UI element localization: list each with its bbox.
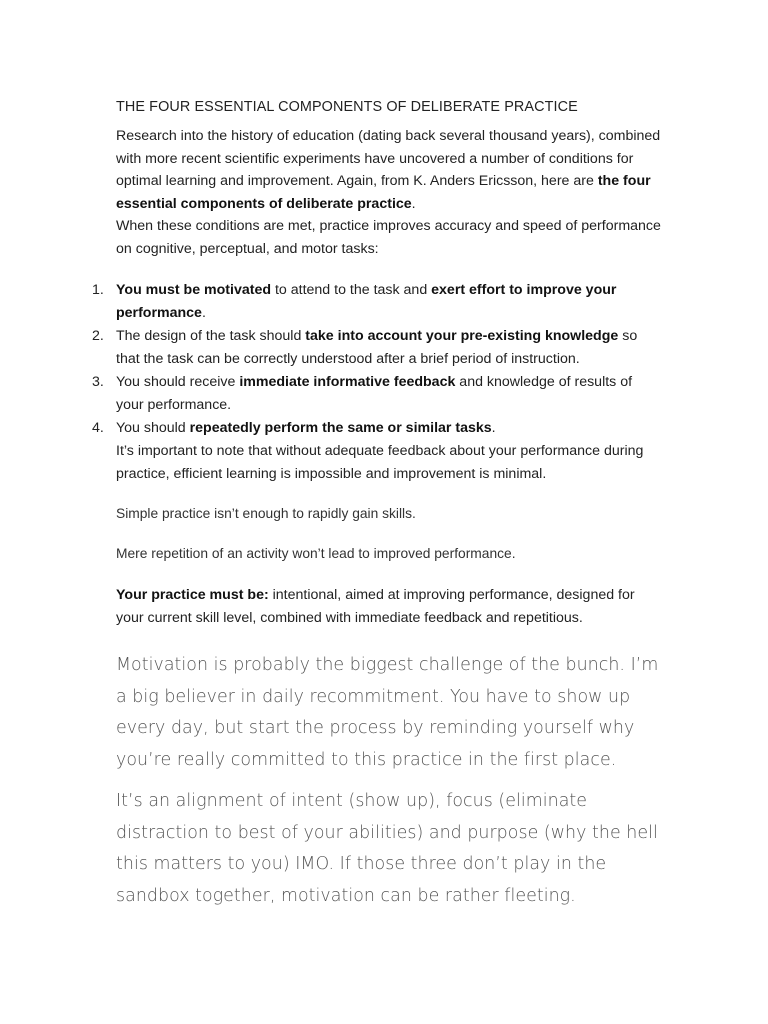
intro-paragraph — [116, 125, 661, 260]
must-bold: Your practice must be: — [116, 587, 269, 603]
document-title: THE FOUR ESSENTIAL COMPONENTS OF DELIBERATE PRACTICE — [116, 99, 578, 115]
item-bold: repeatedly perform the same or similar tasks — [189, 420, 492, 436]
list-number: 1. — [92, 282, 104, 298]
item-text: and knowledge of results of your performance. — [116, 374, 633, 413]
list-number: 2. — [92, 328, 104, 344]
list-item — [92, 417, 661, 440]
item-text: to attend to the task and — [271, 282, 432, 298]
list-item — [92, 371, 661, 417]
motivation-paragraph: Motivation is probably the biggest challenge of the bunch. I’m a big believer in daily recommitment. You have to show up every day, but start the process by reminding yourself why you’re really committed to this practice in the first place. — [116, 655, 659, 770]
item-text: You should — [116, 420, 190, 436]
item-bold: exert effort to improve your performance — [116, 282, 617, 321]
list-item — [92, 325, 661, 371]
item-text: . — [491, 420, 496, 436]
item-text: You should receive — [116, 374, 240, 390]
feedback-note: It’s important to note that without adequate feedback about your performance during practice, efficient learning is impossible and improvement is minimal. — [116, 443, 644, 482]
alignment-paragraph: It’s an alignment of intent (show up), focus (eliminate distraction to best of your abilities) and purpose (why the hell this matters to you) IMO. If those three don’t play in the sandbox together, motivation can be rather fleeting. — [116, 791, 658, 906]
item-text: . — [201, 305, 206, 321]
intro-bold: the four essential components of deliberate practice — [116, 173, 651, 212]
list-number: 4. — [92, 420, 104, 436]
list-item — [92, 279, 661, 325]
repetition-line: Mere repetition of an activity won’t lead to improved performance. — [116, 546, 516, 561]
item-bold: immediate informative feedback — [239, 374, 456, 390]
item-bold: You must be motivated — [116, 282, 272, 298]
list-number: 3. — [92, 374, 104, 390]
intro-text: Research into the history of education (dating back several thousand years), combined with more recent scientific experiments have uncovered a number of conditions for optimal learning and improvement. Again, from K. Anders Ericsson, here are — [116, 128, 661, 189]
conditions-text: When these conditions are met, practice improves accuracy and speed of performance on cognitive, perceptual, and motor tasks: — [116, 218, 661, 257]
must-text: intentional, aimed at improving performance, designed for your current skill level, combined with immediate feedback and repetitious. — [116, 587, 635, 626]
item-text: so that the task can be correctly understood after a brief period of instruction. — [116, 328, 638, 367]
simple-practice-line: Simple practice isn’t enough to rapidly gain skills. — [116, 506, 416, 521]
intro-end: . — [411, 195, 416, 212]
components-list — [92, 279, 661, 440]
practice-must-be — [116, 584, 661, 630]
item-bold: take into account your pre-existing knowledge — [305, 328, 619, 344]
document-body — [92, 97, 661, 912]
item-text: The design of the task should — [116, 328, 306, 344]
